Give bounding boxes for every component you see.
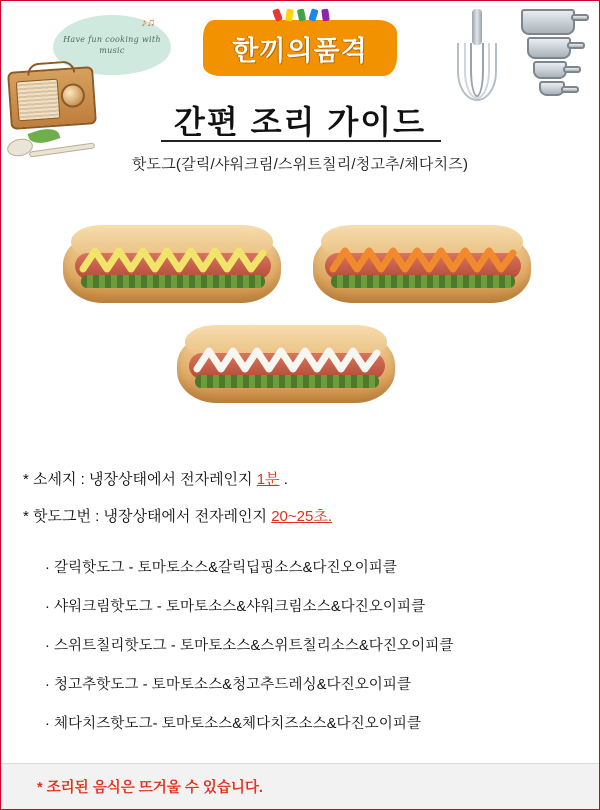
list-item-label: 샤워크림핫도그 - 토마토소스&샤워크림소스&다진오이피클 [53, 599, 426, 615]
cooking-notes [1, 460, 599, 526]
list-bullet: · [45, 638, 50, 654]
list-item [45, 712, 599, 733]
note-bun-prefix: * 핫도그번 : 냉장상태에서 전자레인지 [23, 508, 272, 525]
list-bullet: · [45, 716, 50, 732]
pickle-relish [81, 275, 265, 288]
note-bun [23, 505, 577, 526]
menu-list [1, 542, 599, 733]
sauce-drizzle [79, 245, 267, 275]
list-item-label: 스위트칠리핫도그 - 토마토소스&스위트칠리소스&다진오이피클 [53, 638, 454, 654]
note-sausage-time: 1분 [256, 471, 280, 488]
list-item [45, 673, 599, 694]
sauce-drizzle [193, 345, 381, 375]
whisk-wire [470, 43, 484, 97]
page-title: 간편 조리 가이드 [173, 104, 427, 140]
cup-handle [567, 42, 585, 49]
note-bun-time: 20~25초. [271, 508, 332, 525]
list-item [45, 634, 599, 655]
measuring-cup [521, 9, 575, 35]
list-item-label: 체다치즈핫도그- 토마토소스&체다치즈소스&다진오이피클 [53, 716, 422, 732]
header [1, 1, 599, 201]
page-subtitle: 핫도그(갈릭/샤워크림/스위트칠리/청고추/체다치즈) [131, 156, 469, 173]
list-item-label: 갈릭핫도그 - 토마토소스&갈릭딥핑소스&다진오이피클 [53, 560, 398, 576]
note-sausage-suffix: . [279, 471, 288, 488]
list-bullet: · [45, 677, 50, 693]
list-bullet: · [45, 599, 50, 615]
confetti-icon [274, 9, 334, 25]
cup-handle [571, 14, 589, 21]
whisk-handle [472, 9, 482, 45]
list-bullet: · [45, 560, 50, 576]
measuring-cup [527, 37, 571, 59]
brand-logo-text: 한끼의품격 [232, 35, 368, 66]
list-item-label: 청고추핫도그 - 토마토소스&청고추드레싱&다진오이피클 [53, 677, 412, 693]
music-note-icon: ♪♫ [141, 17, 155, 29]
list-item [45, 595, 599, 616]
hotdog-garlic-mayo-image [63, 223, 281, 309]
product-photo-area [1, 205, 599, 460]
cup-handle [563, 66, 581, 73]
hotdog-sour-cream-image [177, 323, 395, 409]
measuring-cup [533, 61, 567, 79]
bubble-text: Have fun cooking with music [63, 35, 161, 55]
note-sausage-prefix: * 소세지 : 냉장상태에서 전자레인지 [23, 471, 257, 488]
measuring-cup [539, 81, 565, 96]
hotdog-sweet-chili-image [313, 223, 531, 309]
list-item [45, 556, 599, 577]
pickle-relish [331, 275, 515, 288]
title-divider [161, 140, 441, 142]
radio-handle [27, 60, 76, 75]
sauce-drizzle [329, 245, 517, 275]
pickle-relish [195, 375, 379, 388]
warning-text: * 조리된 음식은 뜨거울 수 있습니다. [37, 780, 263, 796]
cup-handle [561, 86, 579, 93]
whisk-icon [453, 9, 503, 109]
footer [1, 763, 599, 809]
note-sausage [23, 468, 577, 489]
brand-logo [200, 17, 400, 79]
